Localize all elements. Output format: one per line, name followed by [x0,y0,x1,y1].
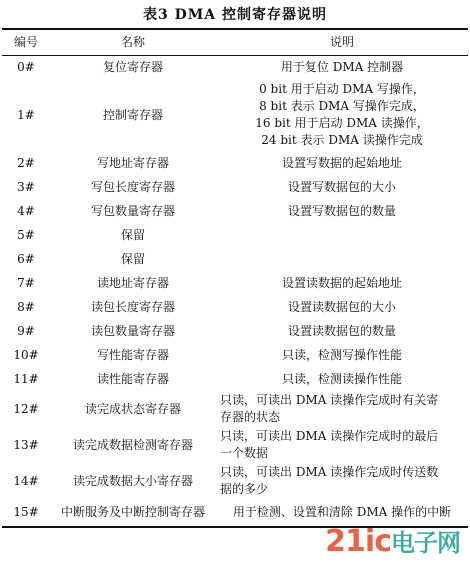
table-header-row [2,29,468,55]
watermark-cn: 电子网 [391,529,460,557]
description-line: 只读，检测读操作性能 [281,371,402,386]
register-number: 12# [13,401,39,416]
table-row [2,343,468,367]
register-description [216,427,468,463]
register-description [216,199,468,223]
register-description [216,391,468,427]
description-line: 用于检测、设置和清除 DMA 操作的中断 [232,505,452,519]
table-row [2,295,468,319]
table-row [2,463,468,499]
register-number: 13# [13,437,39,452]
register-number: 14# [13,473,39,488]
register-name: 中断服务及中断控制寄存器 [50,499,216,527]
description-line: 0 bit 用于启动 DMA 写操作， [259,82,425,96]
register-name: 复位寄存器 [102,59,163,74]
register-number: 3# [17,179,35,194]
register-name: 读性能寄存器 [96,371,169,386]
register-description [216,367,468,391]
register-description [216,319,468,343]
register-name: 读完成数据检测寄存器 [72,437,193,452]
register-number: 2# [17,155,35,170]
description-line: 24 bit 表示 DMA 读操作完成 [261,133,423,147]
register-name: 写地址寄存器 [96,155,169,170]
register-description [216,151,468,175]
register-name: 读完成数据大小寄存器 [72,473,193,488]
description-line: 设置读数据包的数量 [287,323,396,338]
register-number: 4# [17,203,35,218]
description-line: 只读，检测写操作性能 [281,347,402,362]
table-row [2,319,468,343]
register-description [216,175,468,199]
register-name: 读完成状态寄存器 [84,401,181,416]
register-number: 6# [17,251,35,266]
table-row [2,247,468,271]
table-row [2,151,468,175]
table-row [2,175,468,199]
register-description [216,463,468,499]
register-name: 保留 [120,251,145,266]
register-description [216,223,468,247]
register-description [216,247,468,271]
description-line: 8 bit 表示 DMA 写操作完成， [259,99,425,113]
table-row [2,79,468,151]
register-description [216,79,468,151]
register-number: 1# [17,107,35,122]
register-description [216,295,468,319]
table-row [2,391,468,427]
register-name: 写性能寄存器 [96,347,169,362]
description-line: 设置读数据的起始地址 [281,275,402,290]
description-line: 存器的状态 [220,410,281,424]
description-line: 据的多少 [220,482,269,496]
table-row [2,367,468,391]
register-number: 8# [17,299,35,314]
register-number: 10# [13,347,39,362]
register-name: 读包长度寄存器 [90,299,175,314]
description-line: 用于复位 DMA 控制器 [280,59,404,74]
register-number: 7# [17,275,35,290]
header-no: 编号 [2,29,50,55]
header-name: 名称 [50,29,216,55]
description-line: 设置写数据包的数量 [287,203,396,218]
register-number: 11# [13,371,39,386]
register-table [2,28,468,528]
description-line: 只读，可读出 DMA 读操作完成时有关寄 [220,393,439,407]
description-line: 一个数据 [220,446,269,460]
register-description [216,343,468,367]
site-watermark [325,523,460,559]
table-row [2,427,468,463]
register-name: 读地址寄存器 [96,275,169,290]
table-row [2,199,468,223]
register-number: 9# [17,323,35,338]
register-description [216,271,468,295]
table-row [2,55,468,79]
register-number: 0# [17,59,35,74]
register-name: 写包长度寄存器 [90,179,175,194]
table-row [2,223,468,247]
description-line: 只读，可读出 DMA 读操作完成时的最后 [220,429,439,443]
description-line: 16 bit 用于启动 DMA 读操作， [255,116,429,130]
description-line: 设置写数据包的大小 [287,179,396,194]
register-description [216,55,468,79]
watermark-brand: 21ic [325,524,391,559]
description-line: 只读，可读出 DMA 读操作完成时传送数 [220,465,439,479]
description-line: 设置读数据包的大小 [287,299,396,314]
register-name: 读包数量寄存器 [90,323,175,338]
register-number: 15# [2,499,50,527]
register-name: 写包数量寄存器 [90,203,175,218]
header-desc: 说明 [216,29,468,55]
register-name: 控制寄存器 [102,107,163,122]
description-line: 设置写数据的起始地址 [281,155,402,170]
register-number: 5# [17,227,35,242]
table-row [2,271,468,295]
table-caption: 表3 DMA 控制寄存器说明 [143,7,327,23]
register-name: 保留 [120,227,145,242]
